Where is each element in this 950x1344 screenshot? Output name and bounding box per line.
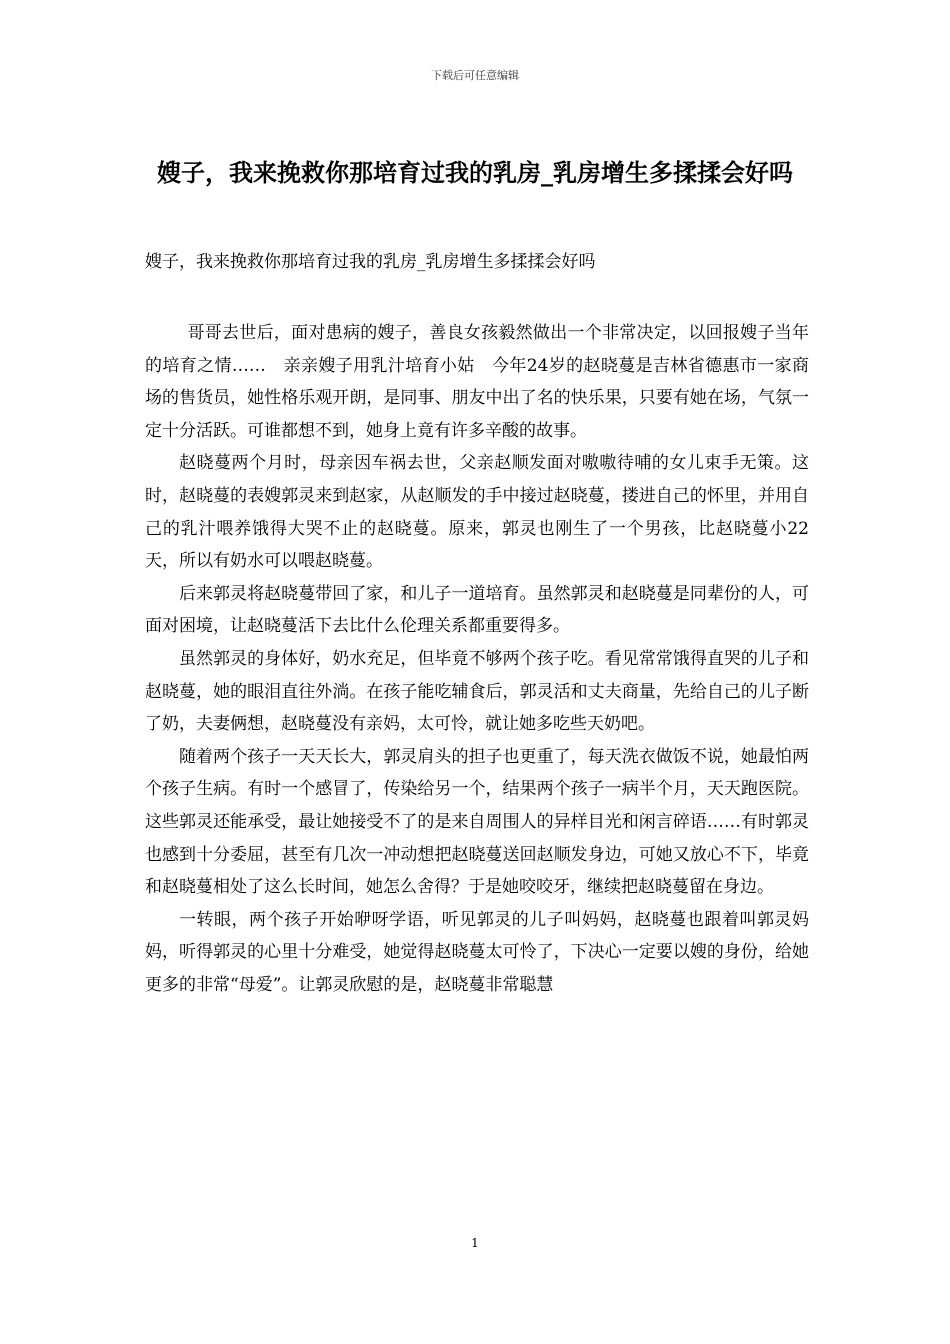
page-number: 1 [471, 1236, 479, 1250]
document-subtitle: 嫂子，我来挽救你那培育过我的乳房_乳房增生多揉揉会好吗 [145, 252, 596, 272]
paragraph: 赵晓蔓两个月时，母亲因车祸去世，父亲赵顺发面对嗷嗷待哺的女儿束手无策。这时，赵晓蔓的表嫂郭灵来到赵家，从赵顺发的手中接过赵晓蔓，搂进自己的怀里，并用自己的乳汁喂养饿得大哭不止的赵晓蔓。原来，郭灵也刚生了一个男孩，比赵晓蔓小22天，所以有奶水可以喂赵晓蔓。 [145, 453, 809, 572]
paragraph: 哥哥去世后，面对患病的嫂子，善良女孩毅然做出一个非常决定，以回报嫂子当年的培育之情…… 亲亲嫂子用乳汁培育小姑 今年24岁的赵晓蔓是吉林省德惠市一家商场的售货员，她性格乐观开朗，是同事、朋友中出了名的快乐果，只要有她在场，气氛一定十分活跃。可谁都想不到，她身上竟有许多辛酸的故事。 [145, 323, 809, 441]
document-title: 嫂子，我来挽救你那培育过我的乳房_乳房增生多揉揉会好吗 [157, 159, 793, 187]
paragraph: 随着两个孩子一天天长大，郭灵肩头的担子也更重了，每天洗衣做饭不说，她最怕两个孩子生病。有时一个感冒了，传染给另一个，结果两个孩子一病半个月，天天跑医院。这些郭灵还能承受，最让她接受不了的是来自周围人的异样目光和闲言碎语……有时郭灵也感到十分委屈，甚至有几次一冲动想把赵晓蔓送回赵顺发身边，可她又放心不下，毕竟和赵晓蔓相处了这么长时间，她怎么舍得？于是她咬咬牙，继续把赵晓蔓留在身边。 [145, 746, 809, 898]
paragraph: 一转眼，两个孩子开始咿呀学语，听见郭灵的儿子叫妈妈，赵晓蔓也跟着叫郭灵妈妈，听得郭灵的心里十分难受，她觉得赵晓蔓太可怜了，下决心一定要以嫂的身份，给她更多的非常“母爱”。让郭灵欣慰的是，赵晓蔓非常聪慧 [145, 909, 809, 995]
paragraph: 后来郭灵将赵晓蔓带回了家，和儿子一道培育。虽然郭灵和赵晓蔓是同辈份的人，可面对困境，让赵晓蔓活下去比什么伦理关系都重要得多。 [145, 583, 809, 637]
paragraph: 虽然郭灵的身体好，奶水充足，但毕竟不够两个孩子吃。看见常常饿得直哭的儿子和赵晓蔓，她的眼泪直往外淌。在孩子能吃辅食后，郭灵活和丈夫商量，先给自己的儿子断了奶，夫妻俩想，赵晓蔓没有亲妈，太可怜，就让她多吃些天奶吧。 [145, 648, 809, 735]
document-body [145, 317, 809, 1001]
header-note: 下载后可任意编辑 [431, 69, 519, 82]
